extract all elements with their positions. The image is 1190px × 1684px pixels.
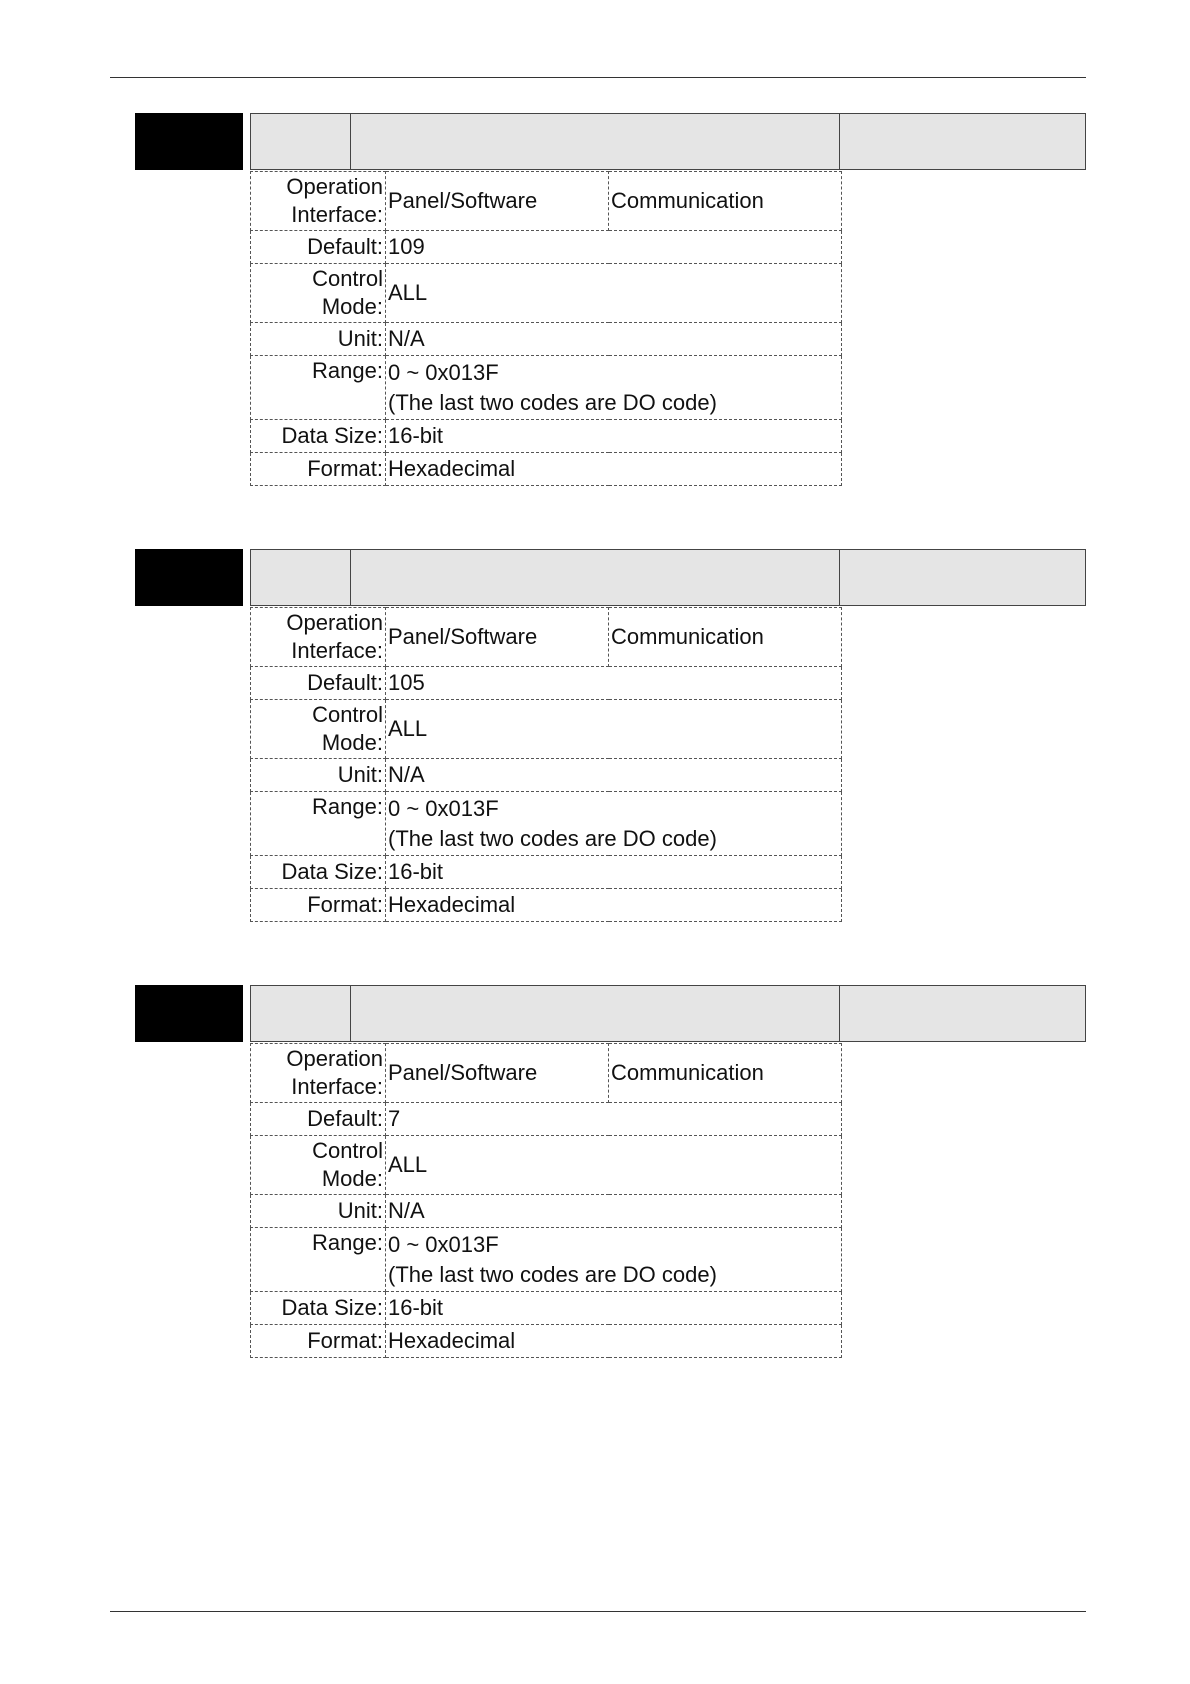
data-size-value: 16-bit: [386, 1292, 842, 1325]
control-mode-label: Control Mode:: [251, 700, 386, 759]
format-value: Hexadecimal: [386, 889, 842, 922]
range-label: Range:: [251, 356, 386, 420]
parameter-header-bar: [250, 113, 1086, 170]
operation-interface-label: Operation Interface:: [251, 172, 386, 231]
parameter-block-3: [0, 985, 1190, 1365]
parameter-code-box: [135, 985, 243, 1042]
range-value: [386, 356, 842, 420]
default-row: [251, 667, 842, 700]
control-mode-row: [251, 264, 842, 323]
format-row: [251, 453, 842, 486]
operation-interface-row: [251, 1044, 842, 1103]
bottom-rule: [110, 1611, 1086, 1612]
range-note-text: (The last two codes are DO code): [388, 389, 717, 415]
unit-label: Unit:: [251, 1195, 386, 1228]
default-value: 105: [386, 667, 842, 700]
range-row: [251, 356, 842, 420]
communication-cell: Communication: [609, 1044, 842, 1103]
parameter-header-bar: [250, 985, 1086, 1042]
data-size-label: Data Size:: [251, 1292, 386, 1325]
header-divider: [350, 550, 351, 605]
format-value: Hexadecimal: [386, 1325, 842, 1358]
default-label: Default:: [251, 231, 386, 264]
header-divider: [839, 550, 840, 605]
range-note-text: (The last two codes are DO code): [388, 1261, 717, 1287]
control-mode-value: ALL: [386, 700, 842, 759]
header-divider: [839, 986, 840, 1041]
data-size-value: 16-bit: [386, 856, 842, 889]
range-row: [251, 1228, 842, 1292]
default-row: [251, 231, 842, 264]
data-size-label: Data Size:: [251, 420, 386, 453]
unit-label: Unit:: [251, 323, 386, 356]
top-rule: [110, 77, 1086, 78]
operation-interface-row: [251, 608, 842, 667]
unit-row: [251, 759, 842, 792]
range-row: [251, 792, 842, 856]
default-label: Default:: [251, 1103, 386, 1136]
format-label: Format:: [251, 453, 386, 486]
parameter-code-box: [135, 113, 243, 170]
format-row: [251, 1325, 842, 1358]
header-divider: [350, 986, 351, 1041]
operation-interface-row: [251, 172, 842, 231]
operation-interface-label: Operation Interface:: [251, 1044, 386, 1103]
unit-label: Unit:: [251, 759, 386, 792]
parameter-block-2: [0, 549, 1190, 929]
control-mode-label: Control Mode:: [251, 1136, 386, 1195]
default-value: 7: [386, 1103, 842, 1136]
range-value-text: 0 ~ 0x013F: [388, 359, 499, 385]
format-row: [251, 889, 842, 922]
unit-value: N/A: [386, 759, 842, 792]
range-value-text: 0 ~ 0x013F: [388, 1231, 499, 1257]
control-mode-row: [251, 1136, 842, 1195]
data-size-label: Data Size:: [251, 856, 386, 889]
parameter-info-table: [250, 607, 842, 922]
parameter-info-table: [250, 1043, 842, 1358]
control-mode-value: ALL: [386, 264, 842, 323]
communication-cell: Communication: [609, 608, 842, 667]
operation-interface-label: Operation Interface:: [251, 608, 386, 667]
format-label: Format:: [251, 1325, 386, 1358]
unit-row: [251, 1195, 842, 1228]
header-divider: [839, 114, 840, 169]
communication-cell: Communication: [609, 172, 842, 231]
unit-row: [251, 323, 842, 356]
header-divider: [350, 114, 351, 169]
parameter-block-1: [0, 113, 1190, 493]
range-value: [386, 792, 842, 856]
range-value: [386, 1228, 842, 1292]
parameter-header-bar: [250, 549, 1086, 606]
parameter-code-box: [135, 549, 243, 606]
default-label: Default:: [251, 667, 386, 700]
format-label: Format:: [251, 889, 386, 922]
panel-software-cell: Panel/Software: [386, 172, 609, 231]
format-value: Hexadecimal: [386, 453, 842, 486]
data-size-row: [251, 420, 842, 453]
parameter-info-table: [250, 171, 842, 486]
panel-software-cell: Panel/Software: [386, 608, 609, 667]
unit-value: N/A: [386, 323, 842, 356]
default-row: [251, 1103, 842, 1136]
control-mode-row: [251, 700, 842, 759]
panel-software-cell: Panel/Software: [386, 1044, 609, 1103]
unit-value: N/A: [386, 1195, 842, 1228]
range-label: Range:: [251, 792, 386, 856]
data-size-row: [251, 856, 842, 889]
control-mode-label: Control Mode:: [251, 264, 386, 323]
range-label: Range:: [251, 1228, 386, 1292]
default-value: 109: [386, 231, 842, 264]
range-note-text: (The last two codes are DO code): [388, 825, 717, 851]
data-size-row: [251, 1292, 842, 1325]
range-value-text: 0 ~ 0x013F: [388, 795, 499, 821]
control-mode-value: ALL: [386, 1136, 842, 1195]
data-size-value: 16-bit: [386, 420, 842, 453]
